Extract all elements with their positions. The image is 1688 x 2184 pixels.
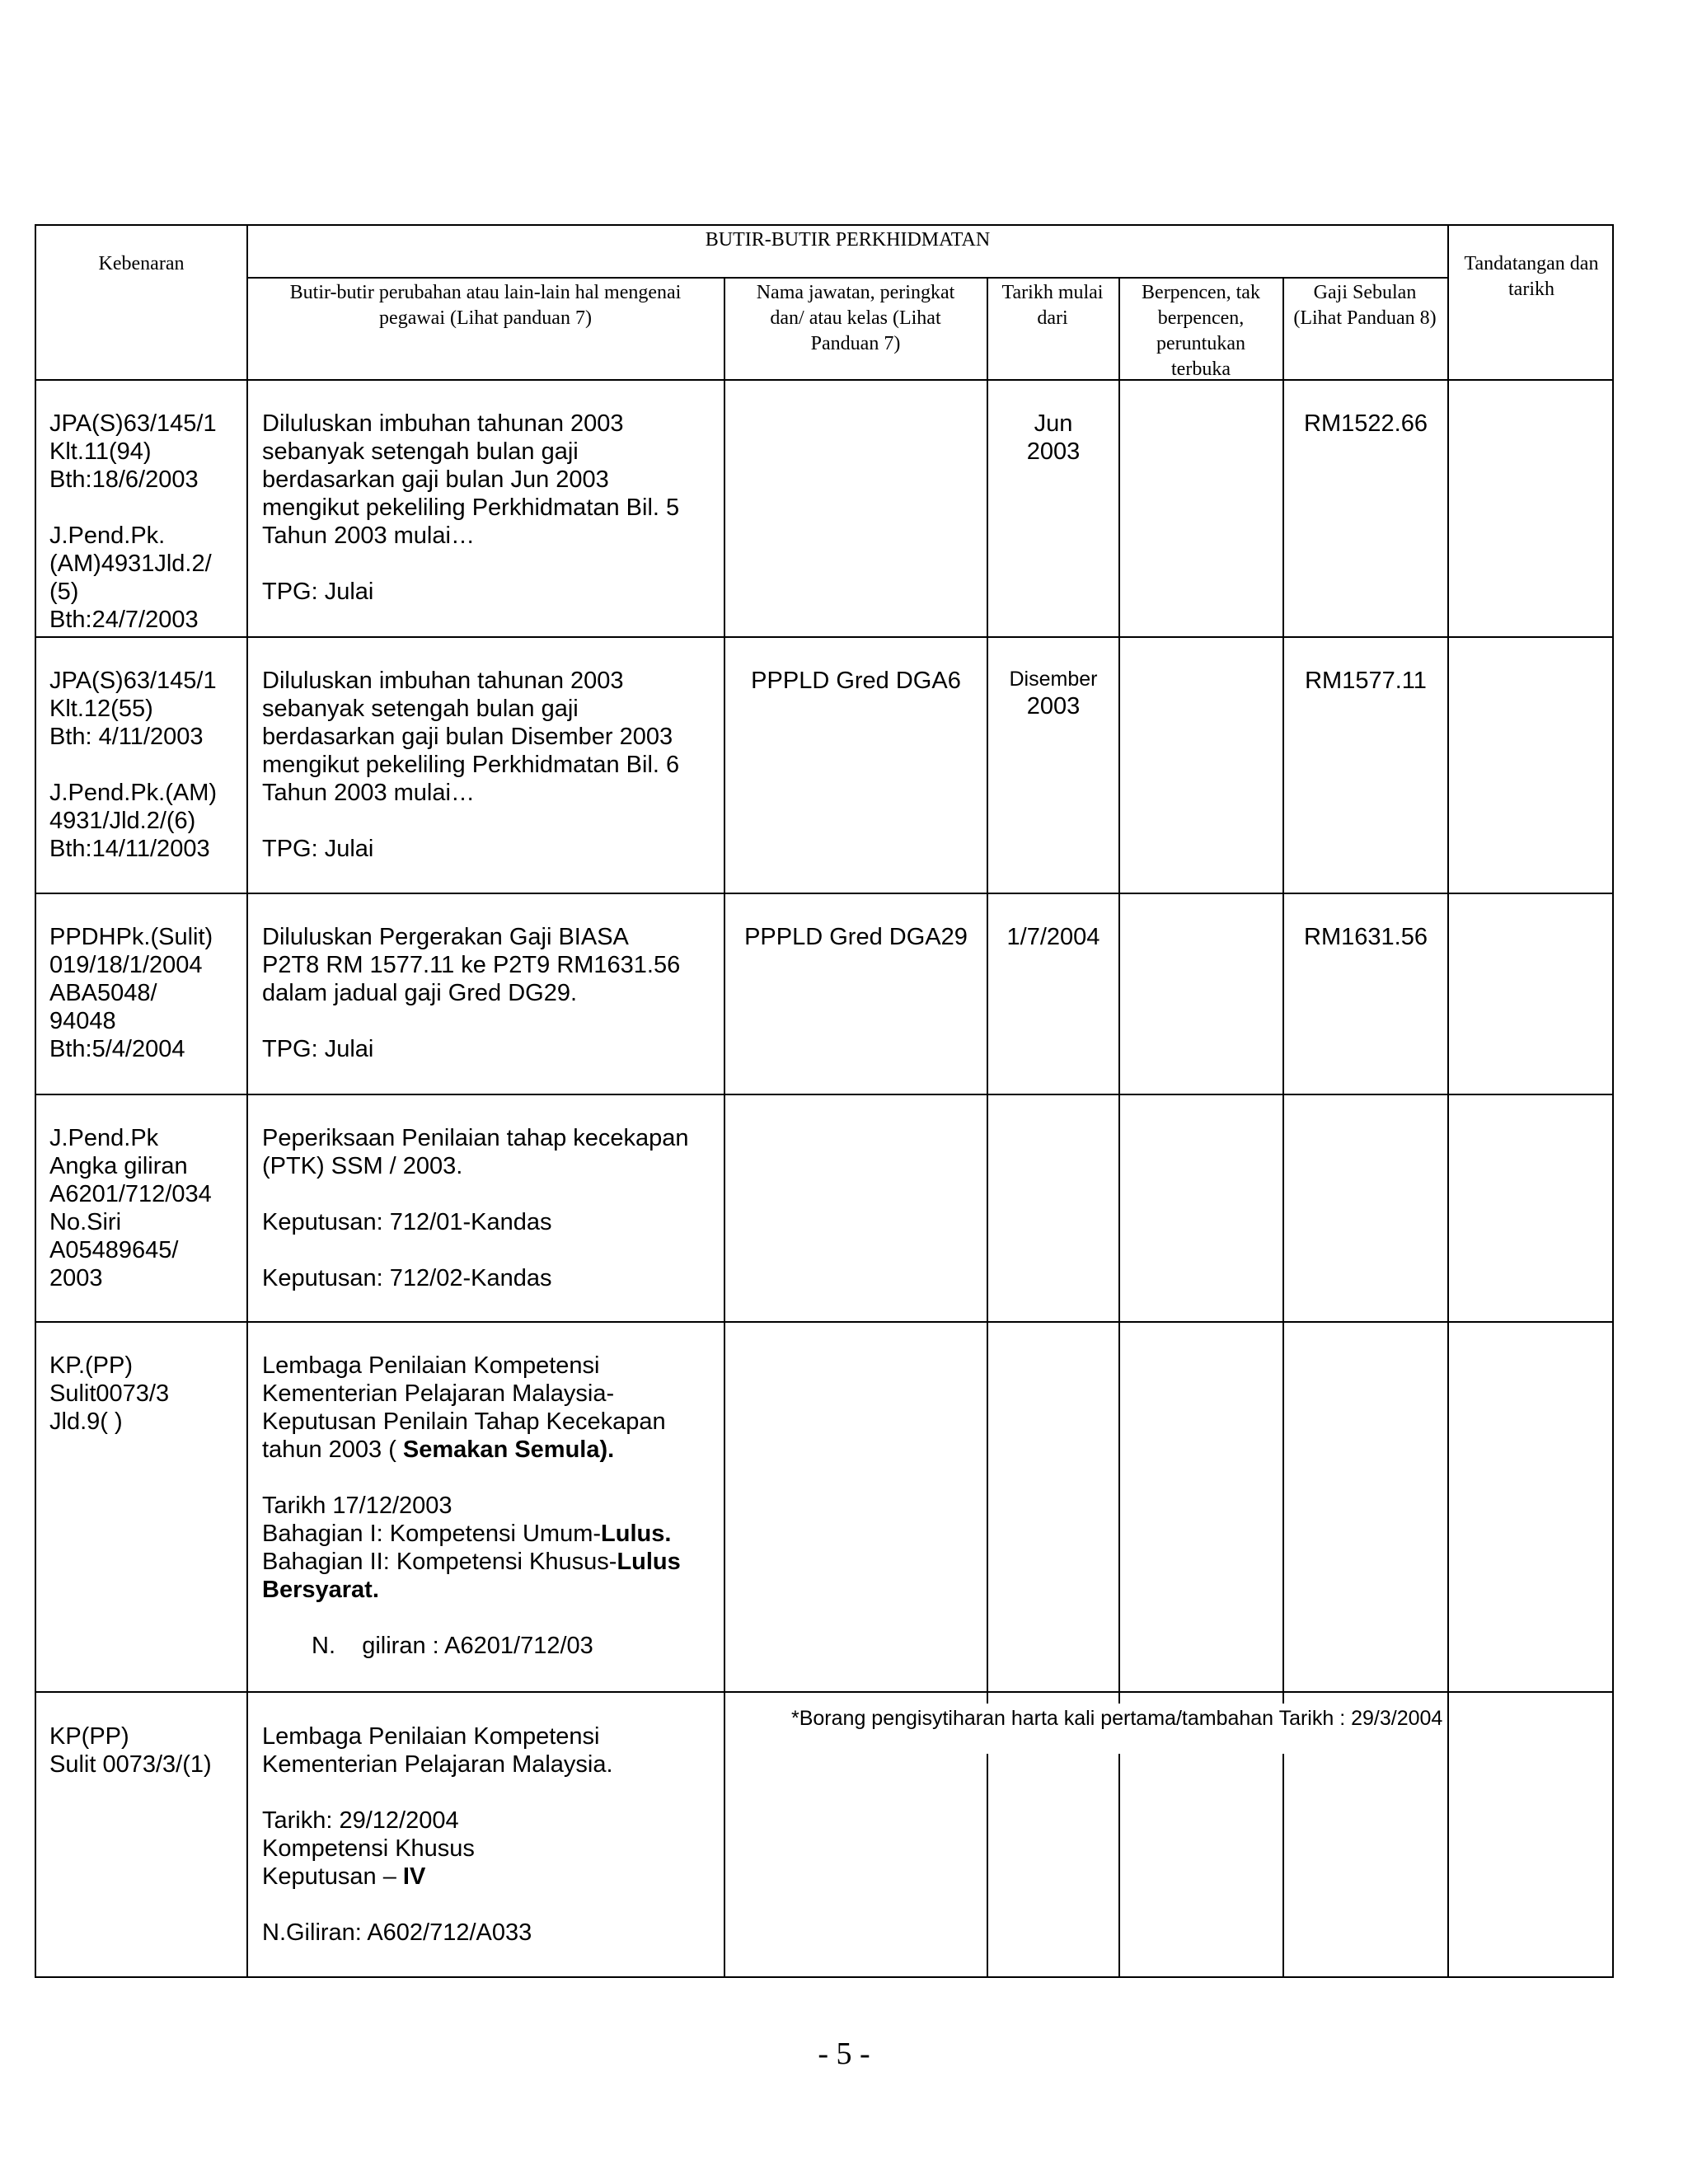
header-nama-jawatan: Nama jawatan, peringkat dan/ atau kelas (Lihat Panduan 7): [756, 282, 955, 354]
header-gaji: Gaji Sebulan (Lihat Panduan 8): [1293, 282, 1437, 329]
column-divider: [1282, 1754, 1284, 1978]
gaji-cell: RM1631.56: [1304, 924, 1428, 950]
header-group-title: BUTIR-BUTIR PERKHIDMATAN: [705, 229, 991, 251]
butir-cell: Lembaga Penilaian Kompetensi Kementerian Pelajaran Malaysia- Keputusan Penilain Tahap Kecekapan tahun 2003 ( Semakan Semula). Tarikh 17/12/2003 Bahagian I: Kompetensi Umum-Lulus. Bahagian II: Kompetensi Khusus-Lulus Bersyarat. N. giliran : A6201/712/03: [262, 1352, 681, 1659]
butir-cell: Diluluskan imbuhan tahunan 2003 sebanyak setengah bulan gaji berdasarkan gaji bulan Jun 2003 mengikut pekeliling Perkhidmatan Bil. 5 Tahun 2003 mulai… TPG: Julai: [262, 410, 680, 605]
tarikh-cell: Jun 2003: [1026, 410, 1081, 465]
column-divider: [1447, 224, 1449, 1978]
table-left-border: [35, 224, 36, 1978]
row-divider: [35, 1321, 1614, 1323]
header-tandatangan: Tandatangan dan tarikh: [1464, 253, 1599, 300]
column-divider: [987, 1754, 988, 1978]
group-header-divider: [247, 277, 1448, 279]
header-tarikh: Tarikh mulai dari: [1001, 282, 1104, 329]
kebenaran-cell: JPA(S)63/145/1 Klt.11(94) Bth:18/6/2003 J.Pend.Pk. (AM)4931Jld.2/ (5) Bth:24/7/2003: [49, 410, 217, 633]
header-butir: Butir-butir perubahan atau lain-lain hal mengenai pegawai (Lihat panduan 7): [289, 282, 682, 329]
row-divider: [35, 636, 1614, 638]
tarikh-cell: Disember 2003: [1009, 668, 1098, 719]
header-pencen: Berpencen, tak berpencen, peruntukan terbuka: [1142, 282, 1260, 380]
kebenaran-cell: KP(PP) Sulit 0073/3/(1): [49, 1723, 212, 1778]
row-divider: [35, 1094, 1614, 1095]
gaji-cell: RM1522.66: [1304, 410, 1428, 437]
page-number: - 5 -: [818, 2036, 870, 2071]
nama-jawatan-cell: PPPLD Gred DGA6: [751, 668, 961, 694]
asset-declaration-note: *Borang pengisytiharan harta kali pertama/tambahan Tarikh : 29/3/2004: [791, 1707, 1443, 1730]
row-divider: [35, 893, 1614, 894]
row-divider: [35, 1691, 1614, 1693]
table-bottom-border: [35, 1976, 1614, 1978]
kebenaran-cell: J.Pend.Pk Angka giliran A6201/712/034 No.Siri A05489645/ 2003: [49, 1125, 212, 1291]
nama-jawatan-cell: PPPLD Gred DGA29: [744, 924, 968, 950]
column-divider: [1282, 277, 1284, 1704]
gaji-cell: RM1577.11: [1305, 668, 1427, 694]
butir-cell: Diluluskan Pergerakan Gaji BIASA P2T8 RM 1577.11 ke P2T9 RM1631.56 dalam jadual gaji Gred DG29. TPG: Julai: [262, 924, 681, 1062]
table-top-border: [35, 224, 1614, 226]
header-kebenaran: Kebenaran: [98, 253, 185, 274]
kebenaran-cell: PPDHPk.(Sulit) 019/18/1/2004 ABA5048/ 94048 Bth:5/4/2004: [49, 924, 213, 1062]
butir-cell: Lembaga Penilaian Kompetensi Kementerian Pelajaran Malaysia. Tarikh: 29/12/2004 Kompetensi Khusus Keputusan – IV N.Giliran: A602/712/A033: [262, 1723, 613, 1946]
butir-cell: Diluluskan imbuhan tahunan 2003 sebanyak setengah bulan gaji berdasarkan gaji bulan Disember 2003 mengikut pekeliling Perkhidmatan Bil. 6 Tahun 2003 mulai… TPG: Julai: [262, 668, 680, 862]
kebenaran-cell: KP.(PP) Sulit0073/3 Jld.9( ): [49, 1352, 170, 1435]
kebenaran-cell: JPA(S)63/145/1 Klt.12(55) Bth: 4/11/2003 J.Pend.Pk.(AM) 4931/Jld.2/(6) Bth:14/11/2003: [49, 668, 218, 862]
header-bottom-border: [35, 379, 1614, 381]
column-divider: [987, 277, 988, 1704]
column-divider: [1118, 277, 1120, 1704]
column-divider: [724, 277, 725, 1978]
column-divider: [1118, 1754, 1120, 1978]
column-divider: [246, 224, 248, 1978]
table-right-border: [1612, 224, 1614, 1978]
butir-cell: Peperiksaan Penilaian tahap kecekapan (PTK) SSM / 2003. Keputusan: 712/01-Kandas Keputusan: 712/02-Kandas: [262, 1125, 689, 1291]
tarikh-cell: 1/7/2004: [1006, 924, 1100, 950]
